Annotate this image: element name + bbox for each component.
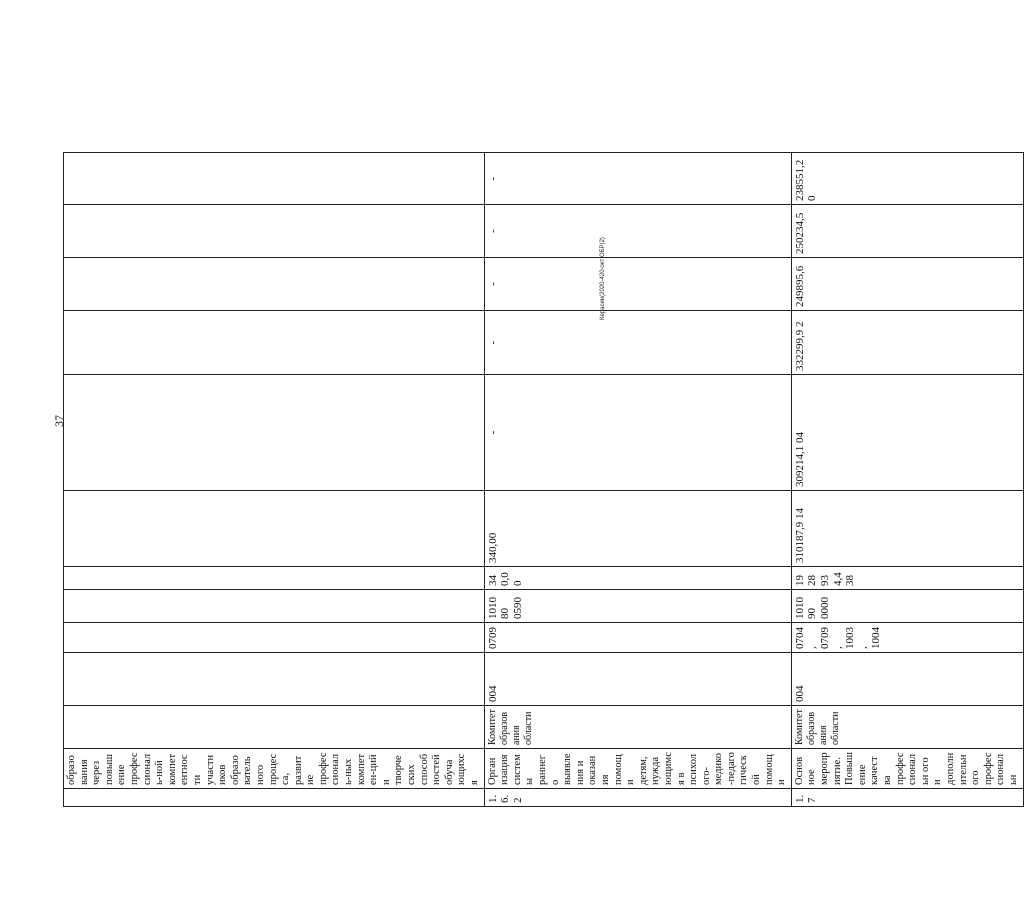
target-article-cell: 101090 0000 bbox=[791, 590, 1023, 623]
year-value-cell: - bbox=[484, 153, 791, 205]
target-article-cell bbox=[64, 590, 485, 623]
page-number: 37 bbox=[52, 415, 66, 427]
row-number: 1.7 bbox=[791, 789, 1023, 807]
total-value-cell: 340,00 bbox=[484, 567, 791, 590]
year-value-cell bbox=[64, 153, 485, 205]
table-row bbox=[484, 47, 791, 807]
target-article-cell: 101080 0590 bbox=[484, 590, 791, 623]
program-activities-table bbox=[63, 46, 1024, 807]
grbs-code-cell: 004 bbox=[484, 653, 791, 706]
grbs-code-cell bbox=[64, 653, 485, 706]
year-value-cell bbox=[64, 375, 485, 491]
year-value-cell: 309214,1 04 bbox=[791, 375, 1023, 491]
section-code-cell: 0709 bbox=[484, 623, 791, 653]
table-row bbox=[791, 47, 1023, 807]
activity-name: Основное мероприятие. Повышение качества профессиональн ого и дополнительного профессиональн bbox=[791, 749, 1023, 789]
section-code-cell: 0704, 0709, 1003, 1004 bbox=[791, 623, 1023, 653]
year-value-cell: - bbox=[484, 375, 791, 491]
year-value-cell: - bbox=[484, 258, 791, 311]
year-value-cell: 250234,5 bbox=[791, 205, 1023, 258]
year-value-cell: 310187,9 14 bbox=[791, 491, 1023, 567]
year-value-cell: 238551,2 0 bbox=[791, 153, 1023, 205]
activity-name: образования через повышение профессиональ-ной компетентности участников образовательного процесса, развитие профессиональ-ных компетен-ций и творческих способностей обучающихся bbox=[64, 749, 485, 789]
executor-cell bbox=[64, 706, 485, 749]
executor-cell: Комитет образования области bbox=[791, 706, 1023, 749]
year-value-cell: 340,00 bbox=[484, 491, 791, 567]
document-id: Керасин(2020-420-окт ОБР(2) bbox=[600, 237, 606, 320]
year-value-cell bbox=[64, 258, 485, 311]
total-value-cell bbox=[64, 567, 485, 590]
year-value-cell: - bbox=[484, 205, 791, 258]
grbs-code-cell: 004 bbox=[791, 653, 1023, 706]
year-value-cell: 249895,6 bbox=[791, 258, 1023, 311]
executor-cell: Комитет образования области bbox=[484, 706, 791, 749]
activity-name: Организация системы раннего выявления и оказания помощи детям, нуждающимся в психолого-медико-педагогической помощи bbox=[484, 749, 791, 789]
year-value-cell bbox=[64, 205, 485, 258]
row-number: 1.6.2 bbox=[484, 789, 791, 807]
year-value-cell bbox=[64, 491, 485, 567]
total-value-cell: 1928934,4 38 bbox=[791, 567, 1023, 590]
year-value-cell: 332299,9 2 bbox=[791, 311, 1023, 375]
year-value-cell: - bbox=[484, 311, 791, 375]
row-number bbox=[64, 789, 485, 807]
table-row bbox=[64, 47, 485, 807]
year-value-cell bbox=[64, 311, 485, 375]
section-code-cell bbox=[64, 623, 485, 653]
